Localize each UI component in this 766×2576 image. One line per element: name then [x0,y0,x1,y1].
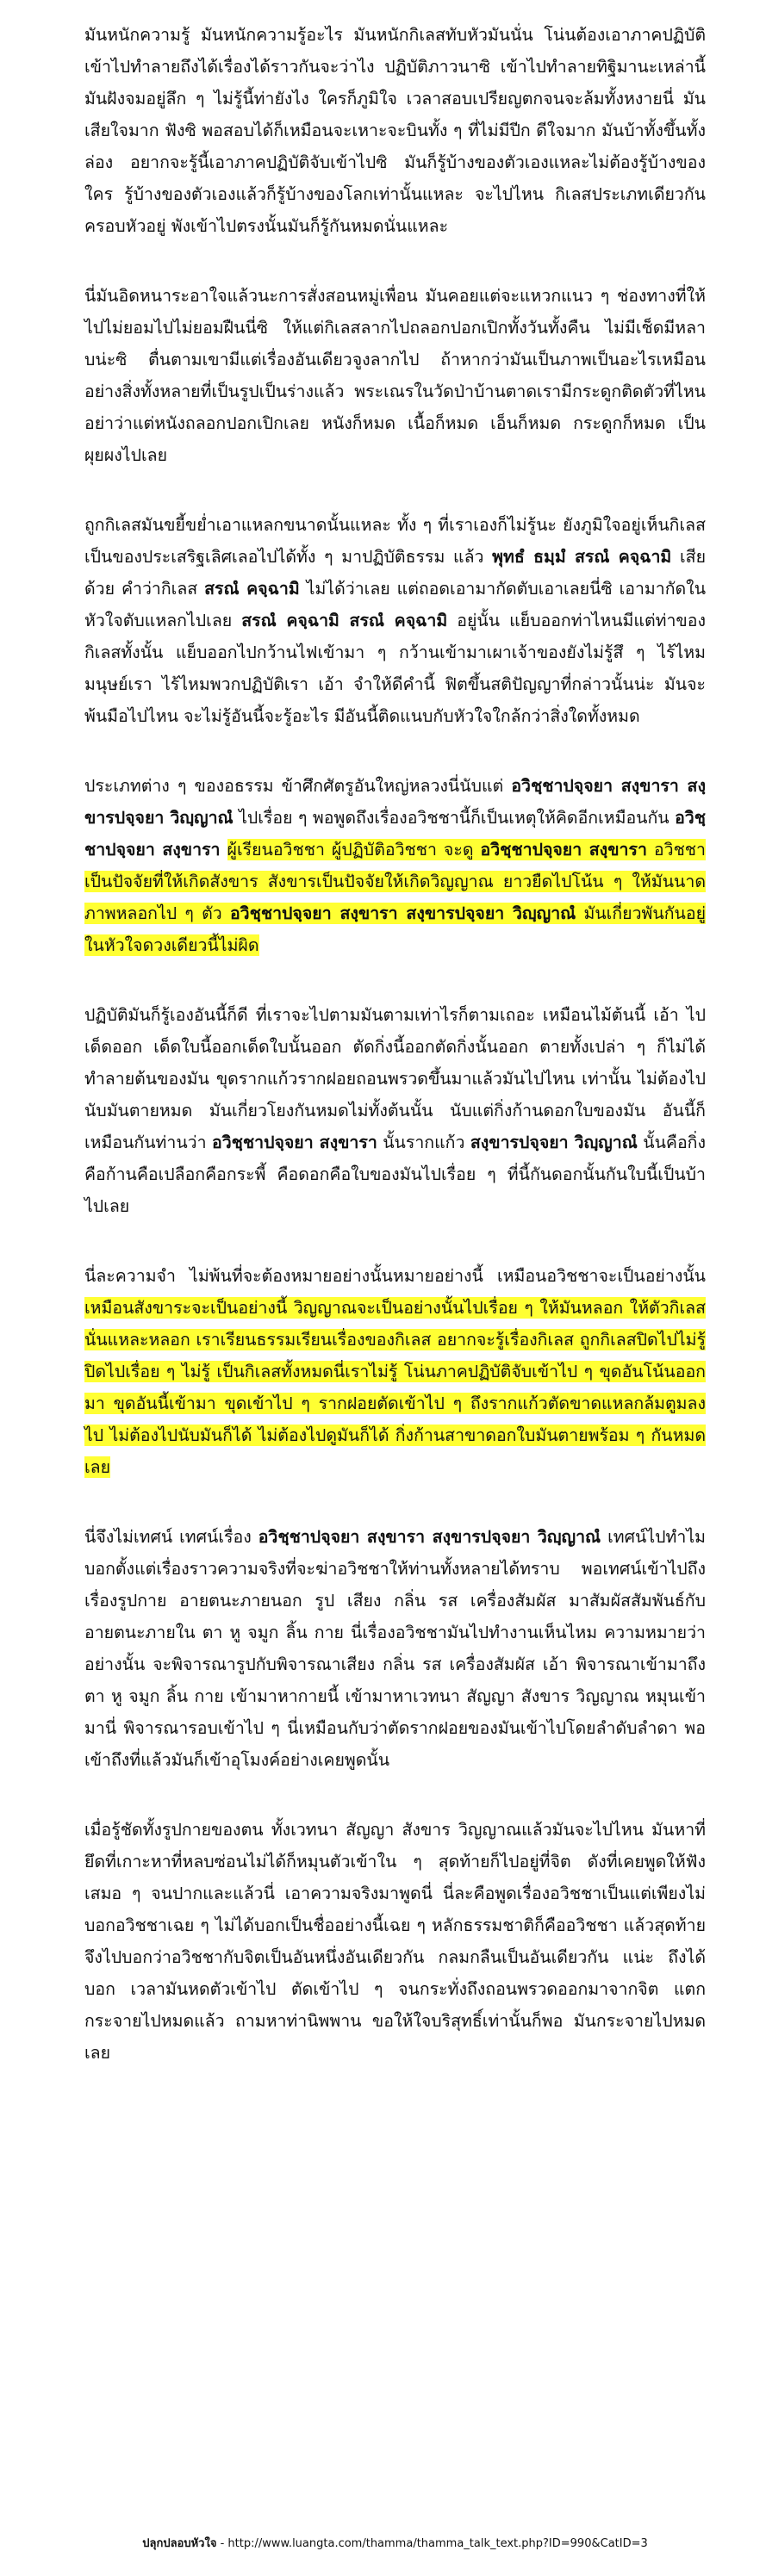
pali-term: อวิชฺชาปจฺจยา สงฺขารา [212,1133,377,1152]
text-run: เมื่อรู้ชัดทั้งรูปกายของตน ทั้งเวทนา สัญญา สังขาร วิญญาณแล้วมันจะไปไหน มันหาที่ยึดที่เกาะหาที่หลบซ่อนไม่ได้ก็หมุนตัวเข้าใน ๆ สุดท้ายก็ไปอยู่ที่จิต ดังที่เคยพูดให้ฟังเสมอ ๆ จนปากและแล้วนี่ เอาความจริงมาพูดนี่ นี่ละคือพูดเรื่องอวิชชาเป็นแต่เพียงไม่บอกอวิชชาเฉย ๆ ไม่ได้บอกเป็นชื่ออย่างนี้เฉย ๆ หลักธรรมชาติก็คืออวิชชา แล้วสุดท้ายจึงไปบอกว่าอวิชชากับจิตเป็นอันหนึ่งอันเดียวกัน กลมกลืนเป็นอันเดียวกัน แน่ะ ถึงได้บอก เวลามันหดตัวเข้าไป ตัดเข้าไป ๆ จนกระทั่งถึงถอนพรวดออกมาจากจิต แตกกระจายไปหมดแล้ว ถามหาท่านิพพาน ขอให้ใจบริสุทธิ์เท่านั้นก็พอ มันกระจายไปหมดเลย [84,1820,706,2063]
footer-title: ปลุกปลอบหัวใจ [142,2537,217,2550]
page-footer [84,2536,706,2552]
text-run: เทศน์ไปทำไม บอกตั้งแต่เรื่องราวความจริงที่จะฆ่าอวิชชาให้ท่านทั้งหลายได้ทราบ พอเทศน์เข้าไปถึงเรื่องรูปกาย อายตนะภายนอก รูป เสียง กลิ่น รส เครื่องสัมผัส มาสัมผัสสัมพันธ์กับอายตนะภายใน ตา หู จมูก ลิ้น กาย นี่เรื่องอวิชชามันไปทำงานเห็นไหม ความหมายว่าอย่างนั้น จะพิจารณารูปกับพิจารณาเสียง กลิ่น รส เครื่องสัมผัส เอ้า พิจารณาเข้ามาถึงตา หู จมูก ลิ้น กาย เข้ามาหากายนี้ เข้ามาหาเวทนา สัญญา สังขาร วิญญาณ หมุนเข้ามานี่ พิจารณารอบเข้าไป ๆ นี่เหมือนกับว่าตัดรากฝอยของมันเข้าไปโดยลำดับลำดา พอเข้าถึงที่แล้วมันก็เข้าอุโมงค์อย่างเคยพูดนั้น [84,1527,706,1770]
paragraph [84,1814,706,2069]
text-run: นี่จึงไม่เทศน์ เทศน์เรื่อง [84,1527,258,1547]
highlighted-text: เหมือนสังขาระจะเป็นอย่างนี้ วิญญาณจะเป็นอย่างนั้นไปเรื่อย ๆ ให้มันหลอก ให้ตัวกิเลสนั่นแหละหลอก เราเรียนธรรมเรียนเรื่องของกิเลส อยากจะรู้เรื่องกิเลส ถูกกิเลสปิดไปไม่รู้ ปิดไปเรื่อย ๆ ไม่รู้ เป็นกิเลสทั้งหมดนี่เราไม่รู้ โน่นภาคปฏิบัติจับเข้าไป ๆ ขุดอันโน้นออกมา ขุดอันนี้เข้ามา ขุดเข้าไป ๆ รากฝอยตัดเข้าไป ๆ ถึงรากแก้วตัดขาดแหลกล้มตูมลงไป ไม่ต้องไปนับมันก็ได้ ไม่ต้องไปดูมันก็ได้ กิ่งก้านสาขาดอกใบมันตายพร้อม ๆ กันหมดเลย [84,1298,706,1477]
text-run: ไปเรื่อย ๆ พอพูดถึงเรื่องอวิชชานี้ก็เป็นเหตุให้คิดอีกเหมือนกัน [233,808,676,828]
document-body [84,19,706,2069]
text-run [221,840,227,860]
text-run: ถูกกิเลสมันขยี้ขย่ำเอาแหลกขนาดนั้นแหละ ทั้ง ๆ ที่เราเองก็ไม่รู้นะ ยังภูมิใจอยู่เห็นกิเลสเป็นของประเสริฐเลิศเลอไปได้ทั้ง ๆ มาปฏิบัติธรรม แล้ว [84,515,706,567]
footer-separator: - [216,2537,228,2550]
text-run: อยู่นั้น แย็บออกท่าไหนมีแต่ท่าของกิเลสทั้งนั้น แย็บออกไปกว้านไฟเข้ามา ๆ กว้านเข้ามาเผาเจ้าของยังไม่รู้สึ ๆ ไร้ไหมมนุษย์เรา ไร้ไหมพวกปฏิบัติเรา เอ้า จำให้ดีคำนี้ ฟิตขึ้นสติปัญญาที่กล่าวนั้นน่ะ มันจะพ้นมือไปไหน จะไม่รู้อันนี้จะรู้อะไร มีอันนี้ติดแนบกับหัวใจใกล้กว่าสิ่งใดทั้งหมด [84,611,706,726]
pali-term: อวิชฺชาปจฺจยา สงฺขารา สงฺขารปจฺจยา วิญฺญาณํ [258,1527,601,1547]
text-run: นั้นรากแก้ว [377,1133,470,1152]
text-run: นี่มันอิดหนาระอาใจแล้วนะการสั่งสอนหมู่เพื่อน มันคอยแต่จะแหวกแนว ๆ ช่องทางที่ให้ไปไม่ยอมไปไม่ยอมฝืนนี่ซิ ให้แต่กิเลสลากไปถลอกปอกเปิกทั้งวันทั้งคืน ไม่มีเช็ดมีหลาบน่ะซิ ตื่นตามเขามีแต่เรื่องอันเดียวจูงลากไป ถ้าหากว่ามันเป็นภาพเป็นอะไรเหมือนอย่างสิ่งทั้งหลายที่เป็นรูปเป็นร่างแล้ว พระเณรในวัดป่าบ้านตาดเรามีกระดูกติดตัวที่ไหน อย่าว่าแต่หนังถลอกปอกเปิกเลย หนังก็หมด เนื้อก็หมด เอ็นก็หมด กระดูกก็หมด เป็นผุยผงไปเลย [84,286,706,465]
footer-url[interactable]: http://www.luangta.com/thamma/thamma_talk_text.php?ID=990&CatID=3 [227,2537,648,2550]
text-run: มันหนักความรู้ มันหนักความรู้อะไร มันหนักกิเลสทับหัวมันนั่น โน่นต้องเอาภาคปฏิบัติเข้าไปทำลายถึงได้เรื่องได้ราวกันจะว่าไง ปฏิบัติภาวนาซิ เข้าไปทำลายทิฐิมานะเหล่านี้ มันฝังจมอยู่ลึก ๆ ไม่รู้นี้ท่ายังไง ใครก็ภูมิใจ เวลาสอบเปรียญตกจนจะล้มทั้งหงายนี่ มันเสียใจมาก ฟังซิ พอสอบได้ก็เหมือนจะเหาะจะบินทั้ง ๆ ที่ไม่มีปีก ดีใจมาก มันบ้าทั้งขึ้นทั้งล่อง อยากจะรู้นี้เอาภาคปฏิบัติจับเข้าไปซิ มันก็รู้บ้างของตัวเองแหละไม่ต้องรู้บ้างของใคร รู้บ้างของตัวเองแล้วก็รู้บ้างของโลกเท่านั้นแหละ จะไปไหน กิเลสประเภทเดียวกันครอบหัวอยู่ พังเข้าไปตรงนั้นมันก็รู้กันหมดนั่นแหละ [84,25,706,236]
pali-term: อวิชฺชาปจฺจยา สงฺขารา [84,808,706,860]
pali-term: อวิชฺชาปจฺจยา สงฺขารา สงฺขารปจฺจยา วิญฺญาณํ [84,776,706,828]
paragraph [84,280,706,471]
text-run: ไม่ได้ว่าเลย แต่ถอดเอามากัดตับเอาเลยนี่ซิ เอามากัดในหัวใจตับแหลกไปเลย [84,579,707,630]
paragraph [84,1521,706,1776]
pali-term: พุทธํ ธมฺมํ สรณํ คจฺฉามิ [492,547,672,567]
highlighted-text: มันเกี่ยวพันกันอยู่ในหัวใจดวงเดียวนี้ไม่ผิด [84,903,706,955]
text-run: เสียด้วย คำว่ากิเลส [84,547,706,599]
text-run: ประเภทต่าง ๆ ของอธรรม ข้าศึกศัตรูอันใหญ่หลวงนี่นับแต่ [84,776,512,796]
paragraph [84,770,706,961]
text-run: นั้นคือกิ่งคือก้านคือเปลือกคือกระพี้ คือดอกคือใบของมันไปเรื่อย ๆ ที่นี้กันดอกนั้นกันใบนี้เป็นบ้าไปเลย [84,1133,706,1216]
highlighted-text: อวิชชาเป็นปัจจัยที่ให้เกิดสังขาร สังขารเป็นปัจจัยให้เกิดวิญญาณ ยาวยืดไปโน้น ๆ ให้มันนาดภาพหลอกไป ๆ ตัว [84,840,706,923]
text-run: ปฏิบัติมันก็รู้เองอันนี้ก็ดี ที่เราจะไปตามมันตามเท่าไรก็ตามเถอะ เหมือนไม้ต้นนี้ เอ้า ไปเด็ดออก เด็ดใบนี้ออกเด็ดใบนั้นออก ตัดกิ่งนี้ออกตัดกิ่งนั้นออก ตายทั้งเปล่า ๆ ก็ไม่ได้ทำลายต้นของมัน ขุดรากแก้วรากฝอยถอนพรวดขึ้นมาแล้วมันไปไหน เท่านั้น ไม่ต้องไปนับมันตายหมด มันเกี่ยวโยงกันหมดไม่ทั้งต้นนั้น นับแต่กิ่งก้านดอกใบของมัน อันนี้ก็เหมือนกันท่านว่า [84,1005,706,1152]
pali-term: อวิชฺชาปจฺจยา สงฺขารา สงฺขารปจฺจยา วิญฺญาณํ [229,903,576,923]
highlighted-text: ผู้เรียนอวิชชา ผู้ปฏิบัติอวิชชา จะดู [227,840,481,860]
text-run: นี่ละความจำ ไม่พ้นที่จะต้องหมายอย่างนั้นหมายอย่างนี้ เหมือนอวิชชาจะเป็นอย่างนั้น [84,1266,706,1286]
paragraph [84,509,706,732]
pali-term: สรณํ คจฺฉามิ [204,579,300,599]
paragraph [84,999,706,1222]
pali-term: สรณํ คจฺฉามิ สรณํ คจฺฉามิ [241,611,448,630]
pali-term: อวิชฺชาปจฺจยา สงฺขารา [480,840,647,860]
pali-term: สงฺขารปจฺจยา วิญฺญาณํ [470,1133,638,1152]
paragraph [84,19,706,242]
paragraph [84,1260,706,1483]
